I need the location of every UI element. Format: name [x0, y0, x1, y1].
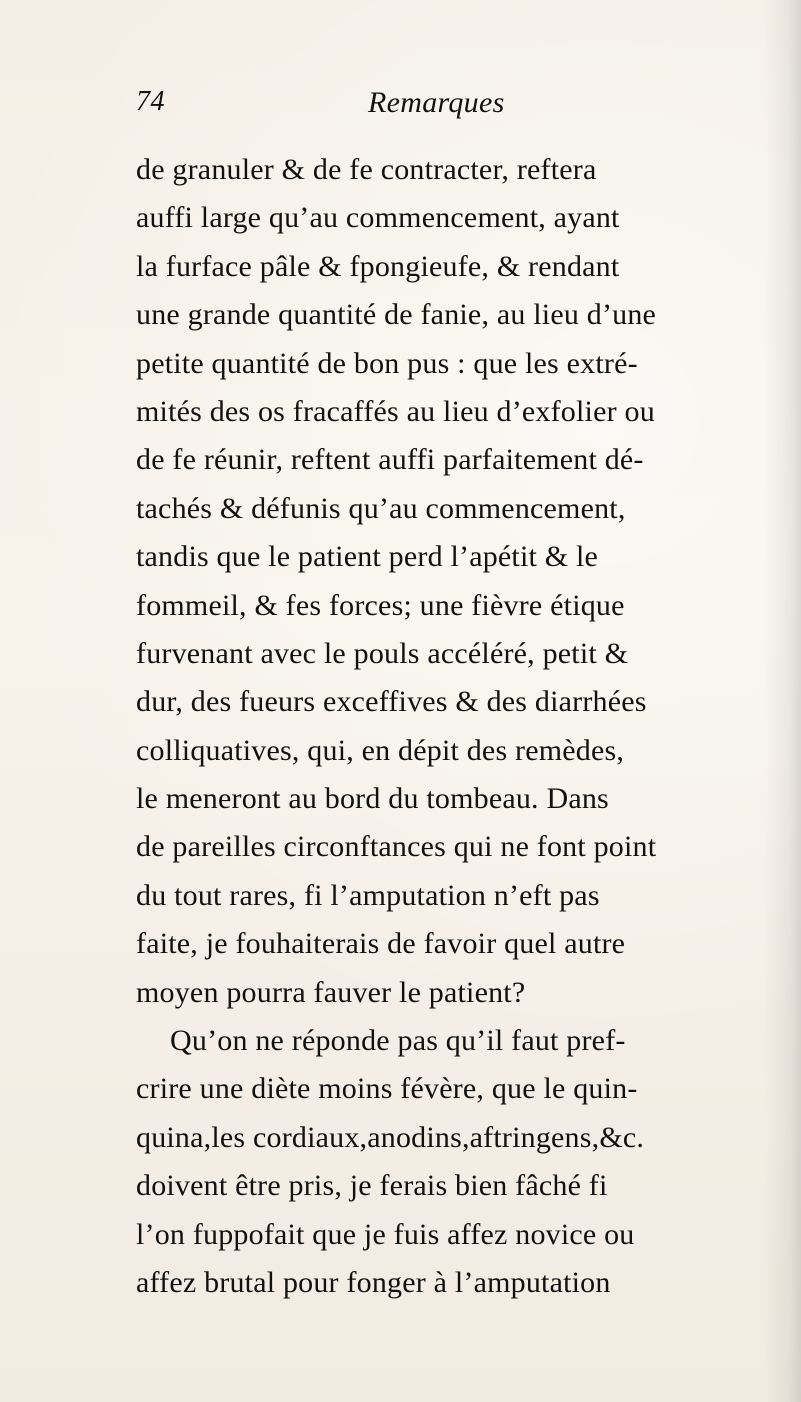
text-line: crire une diète moins févère, que le quin- — [136, 1072, 638, 1106]
text-line: une grande quantité de fanie, au lieu d’une — [136, 298, 657, 332]
text-line: colliquatives, qui, en dépit des remèdes, — [136, 733, 625, 767]
text-line: affez brutal pour fonger à l’amputation — [136, 1265, 611, 1299]
page-number: 74 — [136, 86, 165, 117]
text-line: petite quantité de bon pus : que les extré- — [136, 346, 638, 380]
page-edge-shadow — [763, 0, 801, 1402]
text-line: moyen pourra fauver le patient? — [136, 975, 526, 1009]
text-line: l’on fuppofait que je fuis affez novice ou — [136, 1217, 635, 1251]
page-header — [136, 86, 696, 130]
text-line: de fe réunir, reftent auffi parfaitement dé- — [136, 443, 644, 477]
text-line: auffi large qu’au commencement, ayant — [136, 201, 620, 235]
text-line: Qu’on ne réponde pas qu’il faut pref- — [170, 1024, 626, 1058]
text-line: le meneront au bord du tombeau. Dans — [136, 782, 609, 816]
text-line: doivent être pris, je ferais bien fâché fi — [136, 1169, 608, 1203]
body-text — [136, 146, 756, 1306]
text-line: furvenant avec le pouls accéléré, petit & — [136, 636, 629, 670]
text-line: de granuler & de fe contracter, reftera — [136, 153, 597, 186]
running-head: Remarques — [368, 86, 505, 119]
text-line: tandis que le patient perd l’apétit & le — [136, 540, 599, 574]
text-line: faite, je fouhaiterais de favoir quel autre — [136, 927, 626, 961]
text-line: fommeil, & fes forces; une fièvre étique — [136, 588, 625, 622]
text-line: dur, des fueurs exceffives & des diarrhées — [136, 685, 647, 719]
text-line: tachés & défunis qu’au commencement, — [136, 491, 626, 525]
text-line: quina,les cordiaux,anodins,aftringens,&c. — [136, 1120, 645, 1154]
text-line: de pareilles circonftances qui ne font point — [136, 830, 657, 864]
text-line: mités des os fracaffés au lieu d’exfolier ou — [136, 394, 655, 428]
text-line: du tout rares, fi l’amputation n’eft pas — [136, 878, 600, 912]
text-line: la furface pâle & fpongieufe, & rendant — [136, 249, 620, 283]
